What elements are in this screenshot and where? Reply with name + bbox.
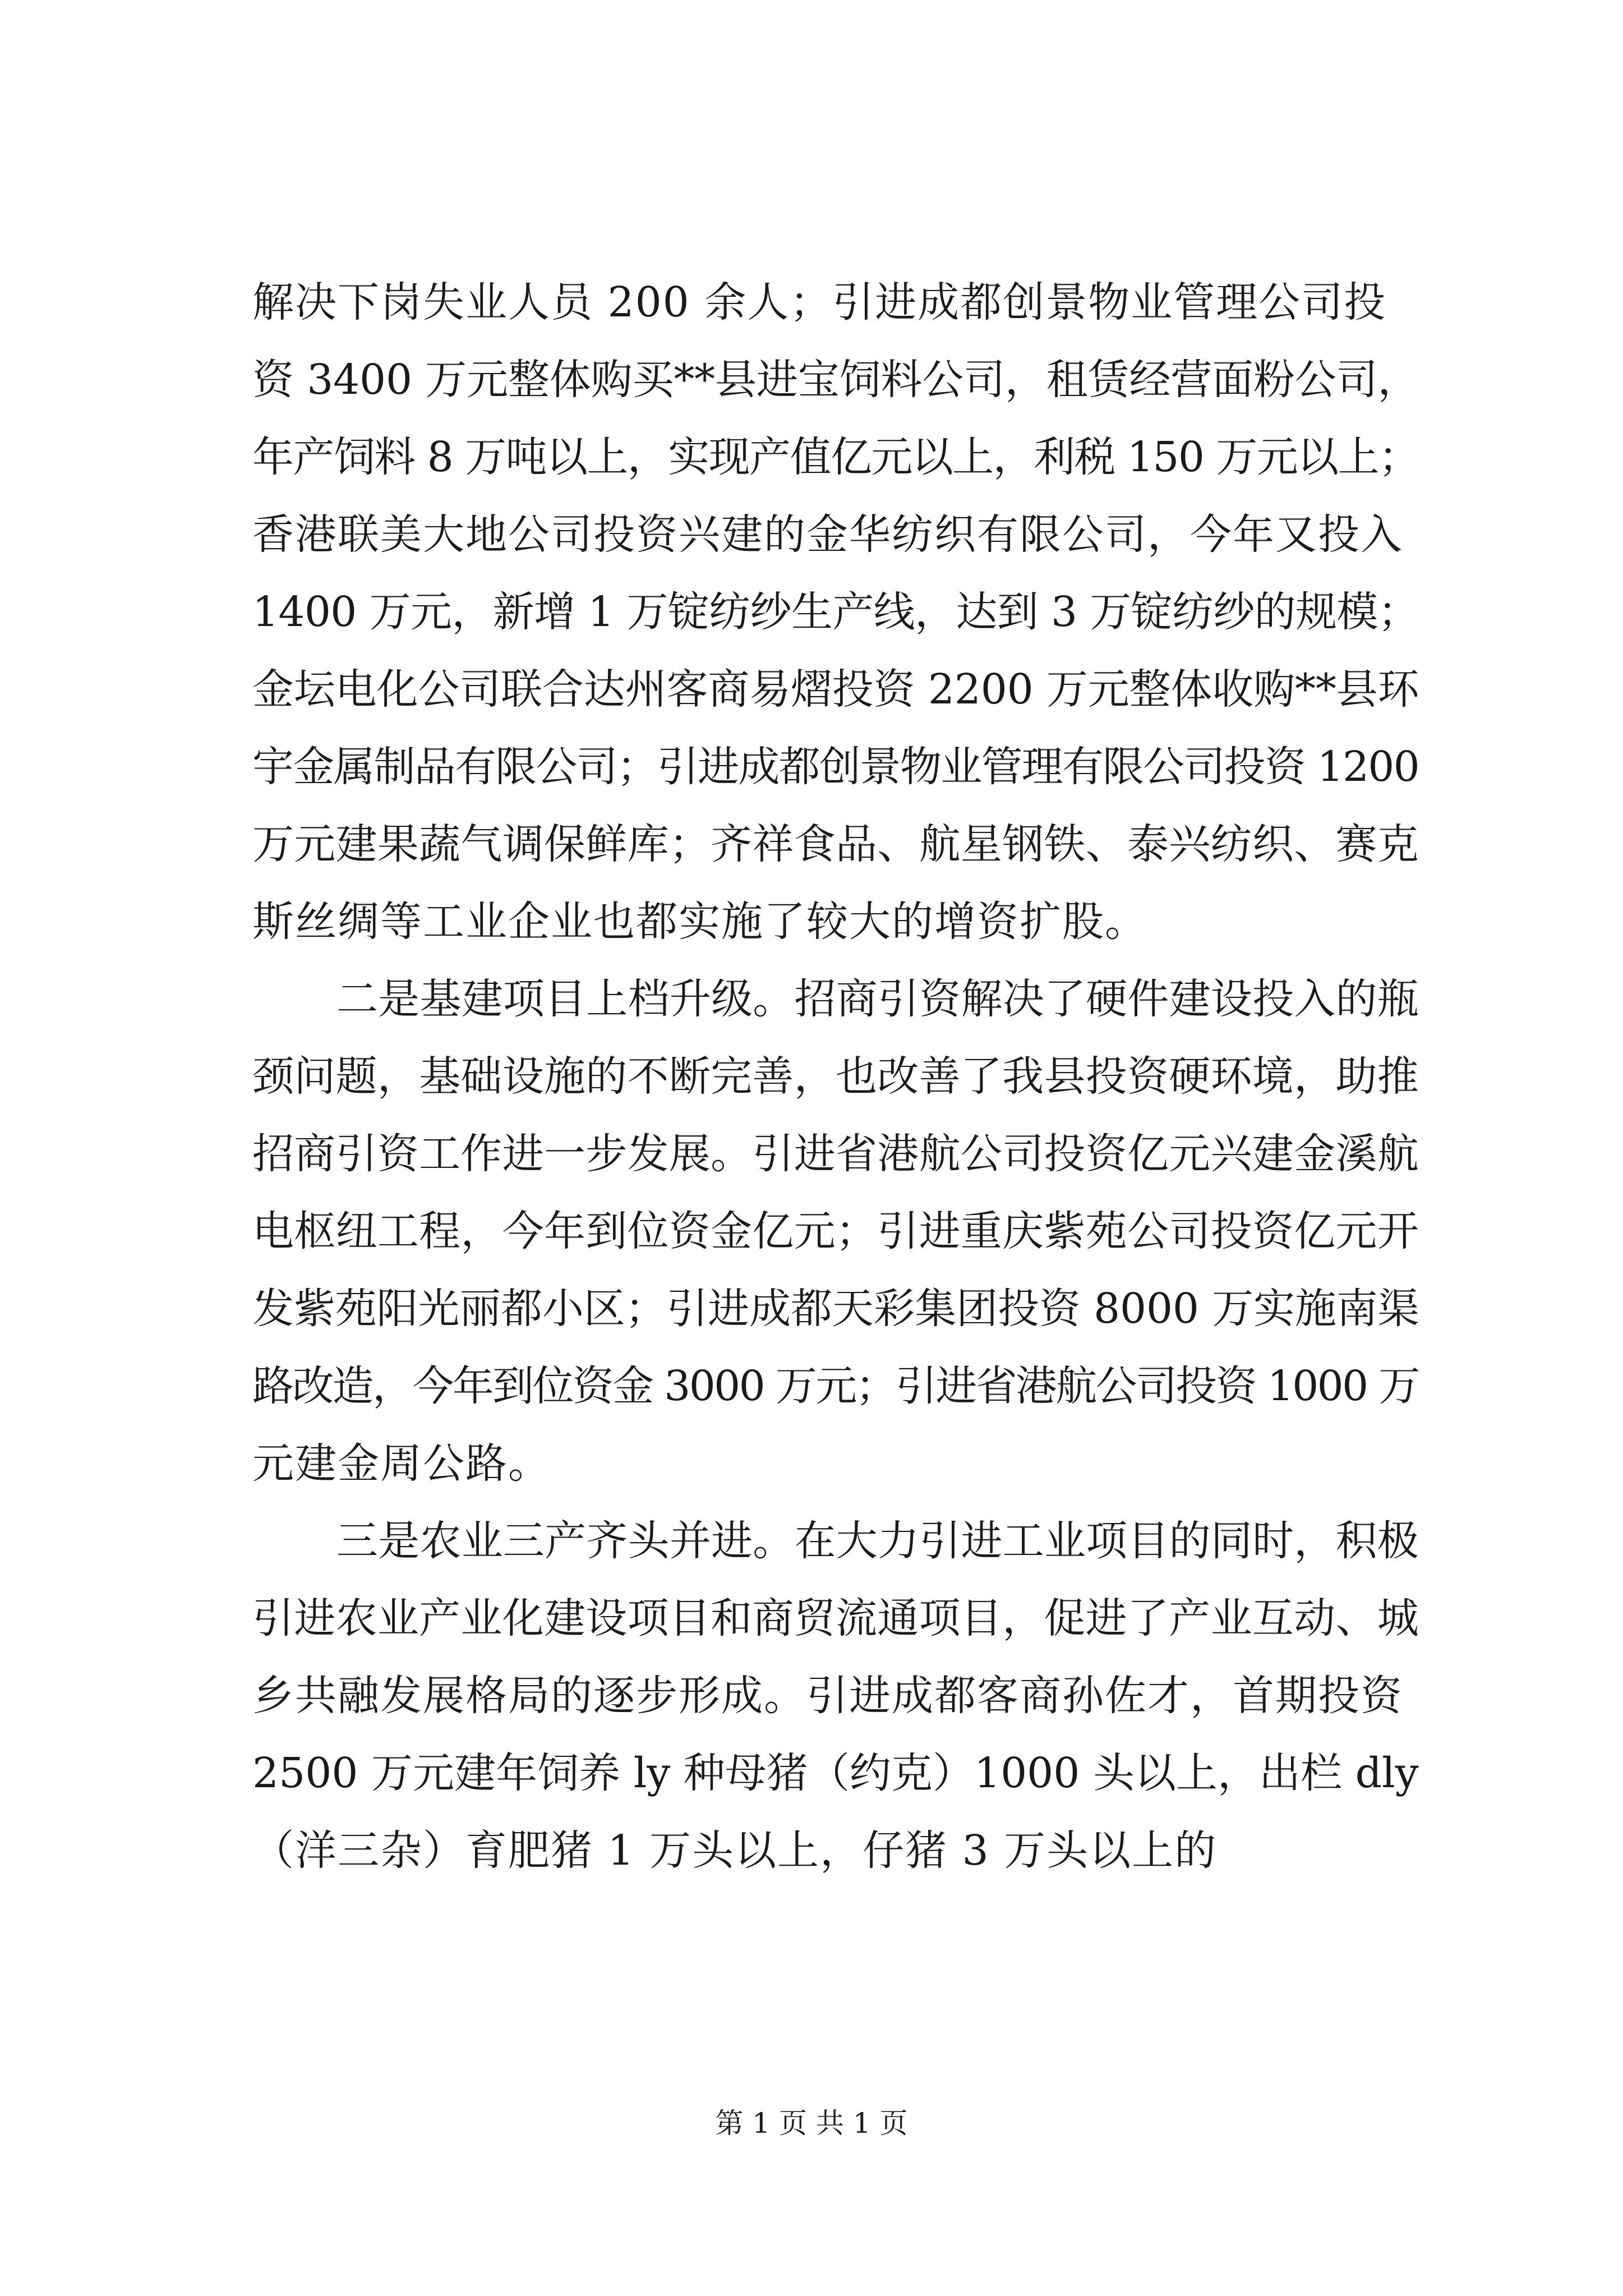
text-line: 三是农业三产齐头并进。在大力引进工业项目的同时，积极: [336, 1517, 1419, 1565]
text-line: 香港联美大地公司投资兴建的金华纺织有限公司，今年又投入: [252, 510, 1403, 559]
text-line: 万元建果蔬气调保鲜库；齐祥食品、航星钢铁、泰兴纺织、赛克: [252, 820, 1419, 868]
text-line: 招商引资工作进一步发展。引进省港航公司投资亿元兴建金溪航: [252, 1130, 1419, 1178]
paragraph-infrastructure: [252, 960, 1419, 1502]
text-line: 路改造，今年到位资金 3000 万元；引进省港航公司投资 1000 万: [252, 1362, 1419, 1410]
text-line: 引进农业产业化建设项目和商贸流通项目，促进了产业互动、城: [252, 1594, 1419, 1642]
text-line: 1400 万元，新增 1 万锭纺纱生产线，达到 3 万锭纺纱的规模；: [252, 588, 1419, 636]
text-line: 斯丝绸等工业企业也都实施了较大的增资扩股。: [252, 898, 1147, 946]
text-line: 资 3400 万元整体购买**县进宝饲料公司，租赁经营面粉公司，: [252, 356, 1419, 404]
text-line: 2500 万元建年饲养 ly 种母猪（约克）1000 头以上，出栏 dly: [252, 1749, 1419, 1797]
text-line: 电枢纽工程，今年到位资金亿元；引进重庆紫苑公司投资亿元开: [252, 1207, 1419, 1255]
text-line: 二是基建项目上档升级。招商引资解决了硬件建设投入的瓶: [336, 975, 1419, 1023]
text-line: 颈问题，基础设施的不断完善，也改善了我县投资硬环境，助推: [252, 1052, 1419, 1101]
page-number-footer: 第 1 页 共 1 页: [715, 2107, 908, 2139]
text-line: （洋三杂）育肥猪 1 万头以上，仔猪 3 万头以上的: [252, 1826, 1218, 1875]
text-line: 解决下岗失业人员 200 余人；引进成都创景物业管理公司投: [252, 278, 1387, 326]
text-line: 乡共融发展格局的逐步形成。引进成都客商孙佐才，首期投资: [252, 1672, 1403, 1720]
text-line: 年产饲料 8 万吨以上，实现产值亿元以上，利税 150 万元以上；: [252, 433, 1419, 481]
paragraph-employment-investment: [252, 264, 1419, 960]
text-line: 金坛电化公司联合达州客商易熠投资 2200 万元整体收购**县环: [252, 665, 1419, 714]
text-line: 发紫苑阳光丽都小区；引进成都天彩集团投资 8000 万实施南渠: [252, 1285, 1419, 1333]
text-line: 宇金属制品有限公司；引进成都创景物业管理有限公司投资 1200: [252, 743, 1419, 791]
paragraph-agriculture: [252, 1502, 1419, 1889]
document-body: [252, 264, 1419, 1889]
text-line: 元建金周公路。: [252, 1439, 551, 1488]
